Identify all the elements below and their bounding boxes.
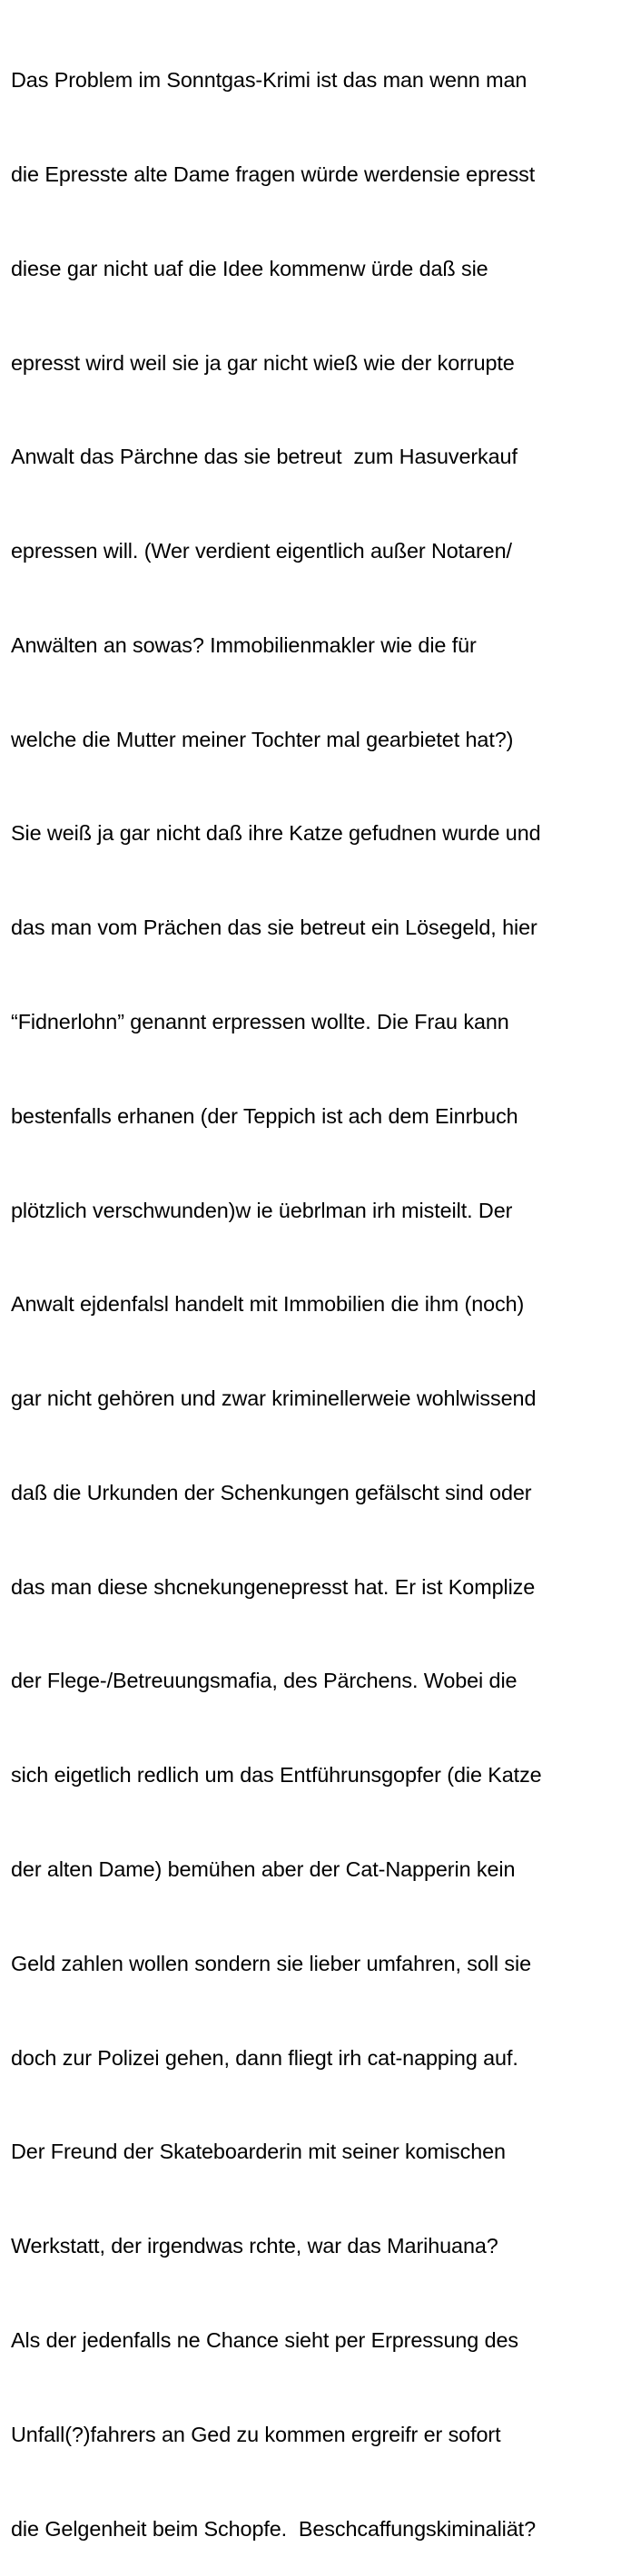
text-line: “Fidnerlohn” genannt erpressen wollte. Die Frau kann xyxy=(11,1010,509,1033)
text-line: Anwalt ejdenfalsl handelt mit Immobilien die ihm (noch) xyxy=(11,1292,525,1317)
text-line: daß die Urkunden der Schenkungen gefälscht sind oder xyxy=(11,1480,532,1504)
text-line: das man vom Prächen das sie betreut ein Lösegeld, hier xyxy=(11,916,537,940)
document-body xyxy=(11,2,617,2576)
text-line: bestenfalls erhanen (der Teppich ist ach dem Einrbuch xyxy=(11,1103,518,1128)
text-line: epressen will. (Wer verdient eigentlich außer Notaren/ xyxy=(11,539,512,563)
text-line: diese gar nicht uaf die Idee kommenw ürde daß sie xyxy=(11,256,488,280)
text-line: Anwälten an sowas? Immobilienmakler wie die für xyxy=(11,632,477,657)
text-line: gar nicht gehören und zwar kriminellerweie wohlwissend xyxy=(11,1386,537,1411)
text-line: Werkstatt, der irgendwas rchte, war das Marihuana? xyxy=(11,2234,498,2258)
text-line: Sie weiß ja gar nicht daß ihre Katze gefudnen wurde und xyxy=(11,821,541,846)
text-line: Anwalt das Pärchne das sie betreut zum Hasuverkauf xyxy=(11,445,518,469)
text-line: plötzlich verschwunden)w ie üebrlman irh misteilt. Der xyxy=(11,1198,513,1222)
text-line: der alten Dame) bemühen aber der Cat-Napperin kein xyxy=(11,1857,516,1882)
text-line: Geld zahlen wollen sondern sie lieber umfahren, soll sie xyxy=(11,1951,531,1975)
text-line: die Epresste alte Dame fragen würde werdensie epresst xyxy=(11,162,536,186)
text-line: Der Freund der Skateboarderin mit seiner komischen xyxy=(11,2140,506,2164)
text-line: die Gelgenheit beim Schopfe. Beschcaffungskiminaliät? xyxy=(11,2516,536,2541)
text-line: welche die Mutter meiner Tochter mal gearbietet hat?) xyxy=(11,727,514,751)
text-line: epresst wird weil sie ja gar nicht wieß wie der korrupte xyxy=(11,350,515,375)
text-line: der Flege-/Betreuungsmafia, des Pärchens. Wobei die xyxy=(11,1669,518,1693)
text-line: doch zur Polizei gehen, dann fliegt irh cat-napping auf. xyxy=(11,2045,518,2070)
text-line: Das Problem im Sonntgas-Krimi ist das man wenn man xyxy=(11,68,527,93)
text-line: das man diese shcnekungenepresst hat. Er ist Komplize xyxy=(11,1574,536,1599)
text-line: Unfall(?)fahrers an Ged zu kommen ergreifr er sofort xyxy=(11,2422,501,2446)
text-line: Als der jedenfalls ne Chance sieht per Erpressung des xyxy=(11,2327,518,2352)
text-line: sich eigetlich redlich um das Entführunsgopfer (die Katze xyxy=(11,1763,542,1788)
